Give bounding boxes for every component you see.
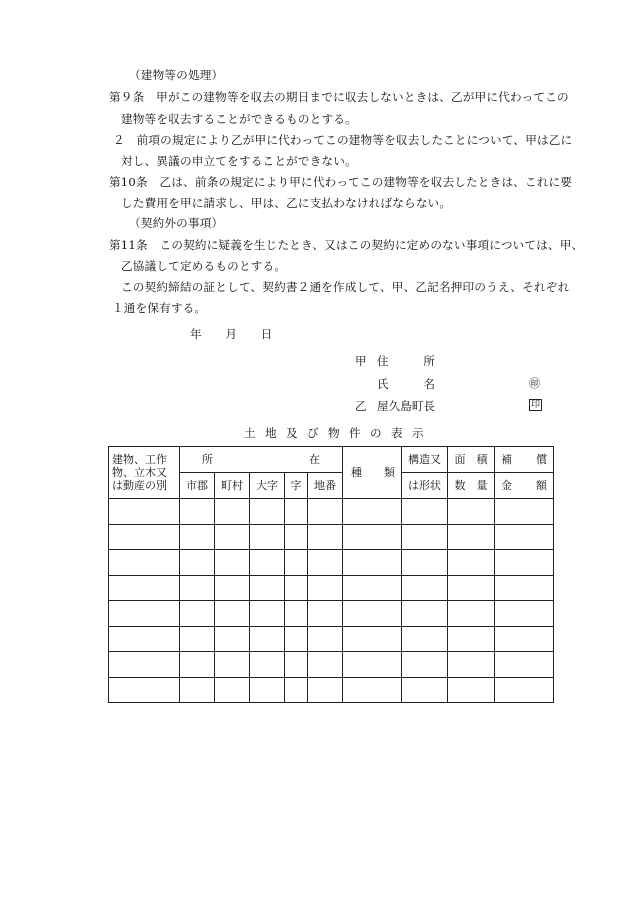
table-cell bbox=[448, 652, 495, 678]
header-comp-cell: 補 償 bbox=[495, 447, 554, 473]
table-cell bbox=[343, 499, 402, 525]
table-cell bbox=[109, 677, 180, 703]
header-amount-cell: 金 額 bbox=[495, 473, 554, 499]
table-cell bbox=[308, 499, 343, 525]
table-cell bbox=[250, 626, 285, 652]
header-location-cell: 所 在 bbox=[180, 447, 343, 473]
name-label: 氏 名 bbox=[377, 377, 435, 391]
table-row bbox=[109, 524, 554, 550]
table-cell bbox=[308, 575, 343, 601]
table-row bbox=[109, 575, 554, 601]
table-cell bbox=[250, 575, 285, 601]
party-a-label: 甲 bbox=[355, 354, 367, 368]
header-type-cell: 種 類 bbox=[343, 447, 402, 499]
table-cell bbox=[285, 601, 308, 627]
article-11-line-1: 第11条 この契約に疑義を生じたとき、又はこの契約に定めのない事項については、甲、 bbox=[109, 238, 584, 252]
table-cell bbox=[285, 575, 308, 601]
closing-line-1: この契約締結の証として、契約書２通を作成して、甲、乙記名押印のうえ、それぞれ bbox=[121, 280, 570, 294]
table-cell bbox=[448, 626, 495, 652]
closing-line-2: １通を保有する。 bbox=[112, 301, 207, 315]
table-cell bbox=[250, 601, 285, 627]
header-structure-top: 構造又 bbox=[402, 447, 448, 473]
table-cell bbox=[180, 677, 215, 703]
table-cell bbox=[343, 550, 402, 576]
table-cell bbox=[215, 575, 250, 601]
table-cell bbox=[215, 677, 250, 703]
table-cell bbox=[308, 626, 343, 652]
seal-b-mark: 印 bbox=[531, 400, 541, 410]
table-cell bbox=[109, 575, 180, 601]
table-cell bbox=[215, 652, 250, 678]
table-cell bbox=[402, 524, 448, 550]
table-cell bbox=[495, 524, 554, 550]
table-cell bbox=[343, 677, 402, 703]
table-cell bbox=[285, 499, 308, 525]
table-row bbox=[109, 499, 554, 525]
header-sub-oaza: 大字 bbox=[250, 473, 285, 499]
table-cell bbox=[448, 499, 495, 525]
header-sub-lot: 地番 bbox=[308, 473, 343, 499]
table-cell bbox=[215, 601, 250, 627]
table-cell bbox=[180, 601, 215, 627]
table-cell bbox=[343, 626, 402, 652]
table-row bbox=[109, 626, 554, 652]
address-label: 住 所 bbox=[377, 354, 435, 368]
article-9-para2-line-2: 対し、異議の申立てをすることができない。 bbox=[121, 154, 357, 168]
property-table bbox=[108, 446, 554, 703]
article-9-line-1: 第９条 甲がこの建物等を収去の期日までに収去しないときは、乙が甲に代わってこの bbox=[109, 90, 569, 104]
header-sub-aza: 字 bbox=[285, 473, 308, 499]
table-cell bbox=[109, 601, 180, 627]
article-10-line-2: した費用を甲に請求し、甲は、乙に支払わなければならない。 bbox=[121, 196, 452, 210]
table-cell bbox=[495, 499, 554, 525]
table-cell bbox=[343, 575, 402, 601]
table-cell bbox=[495, 677, 554, 703]
table-cell bbox=[402, 601, 448, 627]
table-cell bbox=[495, 575, 554, 601]
table-cell bbox=[285, 677, 308, 703]
table-cell bbox=[285, 524, 308, 550]
table-cell bbox=[308, 550, 343, 576]
table-cell bbox=[215, 524, 250, 550]
table-cell bbox=[250, 550, 285, 576]
heading-building-handling: （建物等の処理） bbox=[129, 68, 224, 82]
header-quantity-cell: 数 量 bbox=[448, 473, 495, 499]
party-b-name: 屋久島町長 bbox=[377, 399, 435, 413]
article-10-line-1: 第10条 乙は、前条の規定により甲に代わってこの建物等を収去したときは、これに要 bbox=[109, 175, 573, 189]
table-cell bbox=[109, 626, 180, 652]
table-cell bbox=[215, 550, 250, 576]
table-row bbox=[109, 677, 554, 703]
table-cell bbox=[308, 601, 343, 627]
heading-other-matters: （契約外の事項） bbox=[129, 216, 224, 230]
table-cell bbox=[285, 626, 308, 652]
table-cell bbox=[250, 652, 285, 678]
table-cell bbox=[402, 575, 448, 601]
table-row bbox=[109, 652, 554, 678]
table-cell bbox=[343, 524, 402, 550]
table-cell bbox=[495, 652, 554, 678]
table-cell bbox=[343, 652, 402, 678]
table-cell bbox=[250, 677, 285, 703]
table-cell bbox=[448, 550, 495, 576]
table-cell bbox=[448, 524, 495, 550]
table-cell bbox=[448, 575, 495, 601]
table-cell bbox=[109, 652, 180, 678]
table-row bbox=[109, 550, 554, 576]
table-cell bbox=[180, 524, 215, 550]
table-cell bbox=[109, 499, 180, 525]
table-cell bbox=[308, 652, 343, 678]
table-cell bbox=[495, 550, 554, 576]
table-cell bbox=[180, 550, 215, 576]
table-row bbox=[109, 601, 554, 627]
header-structure-bottom: は形状 bbox=[402, 473, 448, 499]
table-cell bbox=[109, 550, 180, 576]
table-cell bbox=[250, 499, 285, 525]
table-cell bbox=[402, 677, 448, 703]
header-area-cell: 面 積 bbox=[448, 447, 495, 473]
table-cell bbox=[402, 626, 448, 652]
table-cell bbox=[343, 601, 402, 627]
table-cell bbox=[250, 524, 285, 550]
article-9-para2-line-1: ２ 前項の規定により乙が甲に代わってこの建物等を収去したことについて、甲は乙に bbox=[113, 133, 573, 147]
article-11-line-2: 乙協議して定めるものとする。 bbox=[121, 259, 287, 273]
table-cell bbox=[495, 626, 554, 652]
table-cell bbox=[285, 652, 308, 678]
party-b-label: 乙 bbox=[355, 399, 367, 413]
table-title: 土地及び物件の表示 bbox=[244, 426, 433, 440]
table-cell bbox=[180, 652, 215, 678]
table-cell bbox=[308, 677, 343, 703]
seal-a-mark: ㊞ bbox=[529, 377, 540, 390]
table-cell bbox=[448, 677, 495, 703]
table-cell bbox=[402, 550, 448, 576]
table-cell bbox=[180, 499, 215, 525]
table-cell bbox=[308, 524, 343, 550]
date-line: 年 月 日 bbox=[190, 327, 273, 341]
article-9-line-2: 建物等を収去することができるものとする。 bbox=[121, 112, 357, 126]
table-cell bbox=[402, 499, 448, 525]
table-cell bbox=[495, 601, 554, 627]
table-cell bbox=[180, 575, 215, 601]
header-sub-city: 市郡 bbox=[180, 473, 215, 499]
table-cell bbox=[215, 626, 250, 652]
table-cell bbox=[402, 652, 448, 678]
table-cell bbox=[109, 524, 180, 550]
table-cell bbox=[285, 550, 308, 576]
header-sub-town: 町村 bbox=[215, 473, 250, 499]
table-cell bbox=[180, 626, 215, 652]
table-cell bbox=[448, 601, 495, 627]
header-kind-cell: 建物、工作 物、立木又 は動産の別 bbox=[109, 447, 180, 499]
table-cell bbox=[215, 499, 250, 525]
